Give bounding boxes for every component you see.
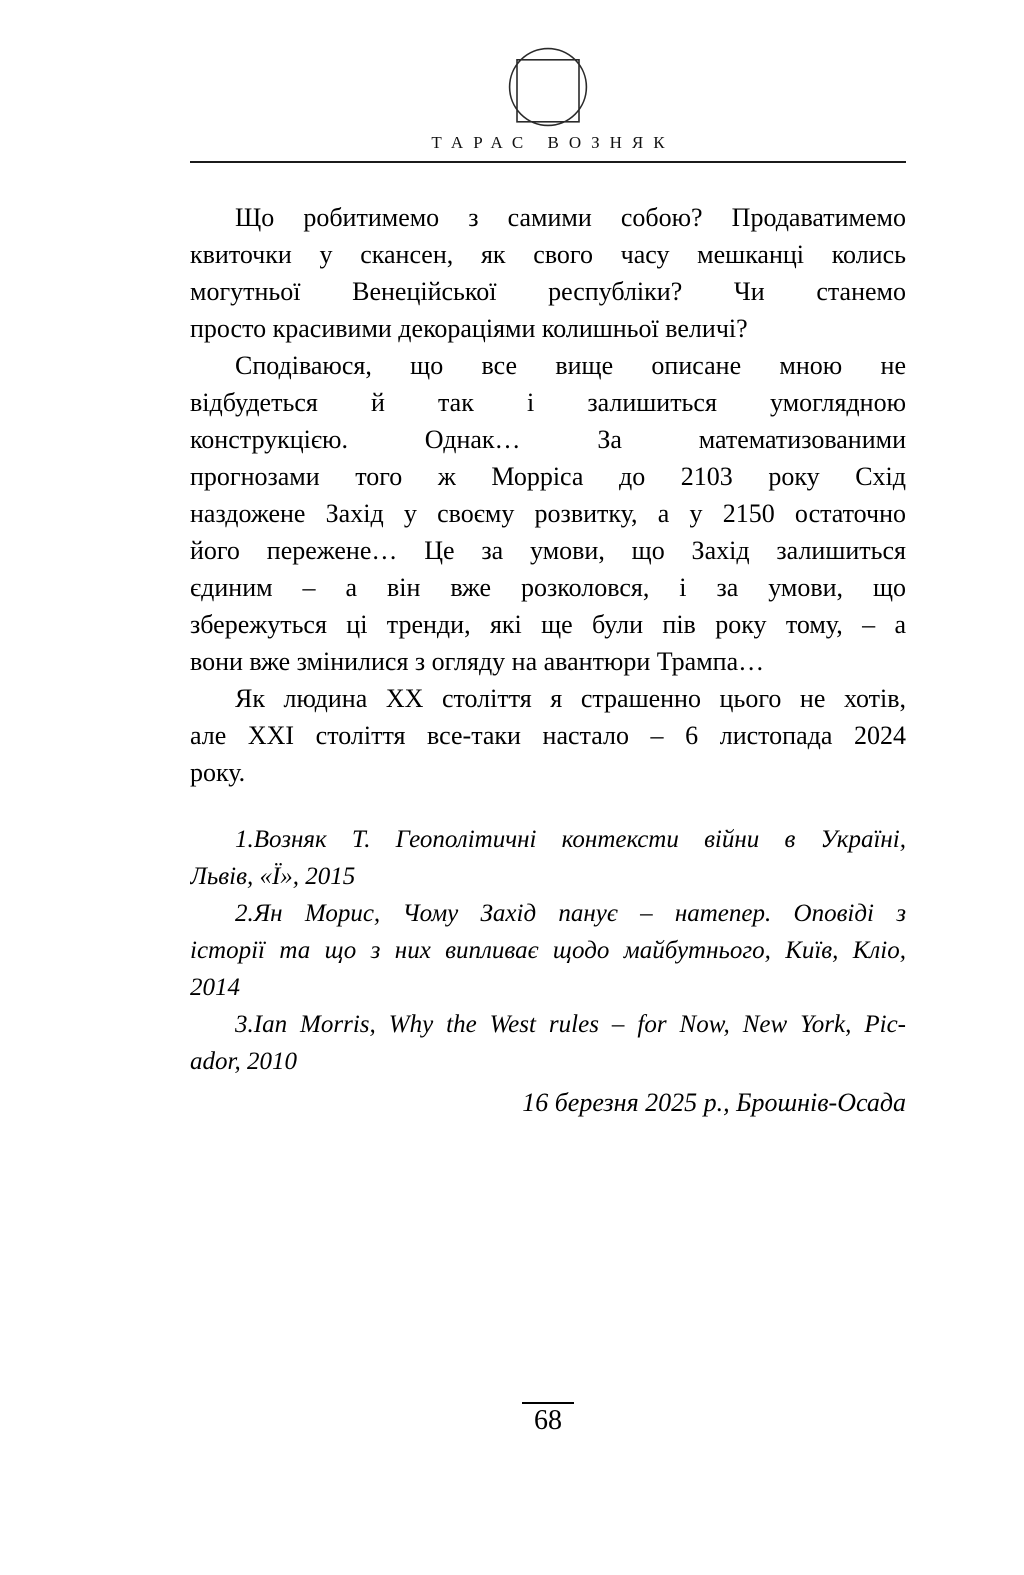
paragraph: [190, 347, 906, 680]
text-line: Сподіваюся, що все вище описане мною не: [235, 351, 906, 380]
text-line: прогнозами того ж Морріса до 2103 року Схід: [190, 462, 906, 491]
text-line: квиточки у скансен, як свого часу мешканці колись: [190, 240, 906, 269]
text-line: історії та що з них випливає щодо майбутнього, Київ, Кліо,: [190, 937, 906, 964]
text-line: його пережене… Це за умови, що Захід залишиться: [190, 536, 906, 565]
text-line: відбудеться й так і залишиться умоглядною: [190, 388, 906, 417]
text-line: просто красивими декораціями колишньої величі?: [190, 314, 748, 343]
text-line: 2014: [190, 974, 240, 1001]
text-line: Львів, «Ї», 2015: [190, 863, 356, 890]
footnotes: [190, 821, 906, 1080]
text-line: конструкцією. Однак… За математизованими: [190, 425, 906, 454]
page-number: 68: [534, 1405, 562, 1436]
text-line: ador, 2010: [190, 1048, 297, 1075]
page-number-rule: [522, 1402, 574, 1404]
text-line: 2.Ян Морис, Чому Захід панує – натепер. Оповіді з: [235, 900, 906, 927]
publisher-logo: [190, 47, 906, 127]
header-rule: [190, 161, 906, 163]
running-header-author: ТАРАС ВОЗНЯК: [431, 133, 675, 152]
paragraph: [190, 680, 906, 791]
text-line: могутньої Венеційської республіки? Чи станемо: [190, 277, 906, 306]
dateline: 16 березня 2025 р., Брошнів-Осада: [522, 1088, 906, 1117]
text-line: Як людина ХХ століття я страшенно цього не хотів,: [235, 684, 906, 713]
text-line: вони вже змінилися з огляду на авантюри Трампа…: [190, 647, 765, 676]
text-line: 3.Ian Morris, Why the West rules – for Now, New York, Pic-: [235, 1011, 906, 1038]
text-line: єдиним – а він вже розколовся, і за умови, що: [190, 573, 906, 602]
text-line: збережуться ці тренди, які ще були пів року тому, – а: [190, 610, 906, 639]
circle-square-logo-icon: [508, 47, 588, 127]
text-line: але ХХІ століття все-таки настало – 6 листопада 2024: [190, 721, 906, 750]
text-line: року.: [190, 758, 246, 787]
text-line: 1.Возняк Т. Геополітичні контексти війни в Україні,: [235, 826, 906, 853]
body-paragraphs: [190, 199, 906, 791]
footnote: [190, 1006, 906, 1080]
footnote: [190, 821, 906, 895]
page-content: [190, 0, 906, 1121]
footnote: [190, 895, 906, 1006]
text-line: наздожене Захід у своєму розвитку, а у 2150 остаточно: [190, 499, 906, 528]
text-line: Що робитимемо з самими собою? Продаватимемо: [235, 203, 906, 232]
paragraph: [190, 199, 906, 347]
page-footer: [190, 1402, 906, 1437]
